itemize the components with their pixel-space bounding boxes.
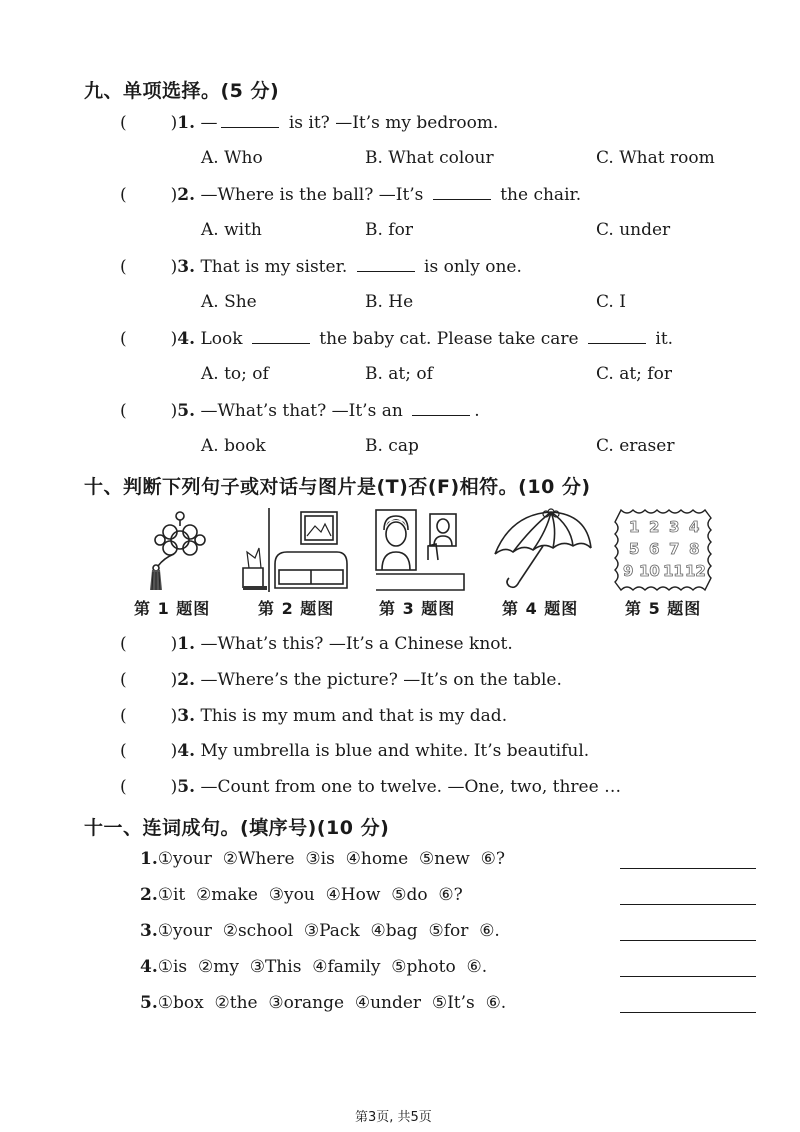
answer-paren-open[interactable]: ( [120,329,127,349]
card-number: 12 [685,562,706,580]
fill-blank[interactable] [433,184,491,200]
question-number: 3. [177,706,196,726]
question-text-post: . [474,401,480,421]
s9-q1-option-c[interactable]: C. What room [596,148,715,168]
card-number: 6 [649,540,660,558]
card-number: 3 [669,518,680,536]
word-list: ①it ②make ③you ④How ⑤do ⑥? [157,885,463,905]
s9-q5-option-c[interactable]: C. eraser [596,436,675,456]
question-text: —What’s this? —It’s a Chinese knot. [200,634,513,654]
s11-item-5 [140,993,506,1013]
question-number: 1. [177,634,196,654]
answer-paren-open[interactable]: ( [120,401,127,421]
chinese-knot-icon [134,508,214,592]
picture-caption-3: 第 3 题图 [379,599,456,618]
answer-paren-close: ) [170,257,178,277]
question-text-pre: — [200,113,218,133]
answer-paren-close: ) [170,113,178,133]
living-room-picture [241,508,351,592]
answer-paren-open[interactable]: ( [120,634,127,654]
s10-q2-row [120,670,562,690]
umbrella-picture [491,508,595,592]
answer-paren-close: ) [170,634,178,654]
s11-item-3 [140,921,500,941]
question-text-post: is it? —It’s my bedroom. [283,113,499,133]
question-number: 2. [177,670,196,690]
card-number: 7 [669,540,680,558]
question-number: 4. [177,329,196,349]
s9-q3-option-c[interactable]: C. I [596,292,626,312]
answer-paren-open[interactable]: ( [120,706,127,726]
answer-line-2[interactable] [620,904,756,905]
s9-q1-row [120,112,498,133]
numbers-card-icon [613,508,713,592]
item-number: 3. [140,921,158,941]
s10-q4-row [120,741,589,761]
section11-heading: 十一、连词成句。(填序号)(10 分) [84,817,390,839]
s9-q5-row [120,400,480,421]
card-number: 5 [629,540,640,558]
answer-paren-close: ) [170,706,178,726]
s9-q3-option-a[interactable]: A. She [201,292,257,312]
s9-q5-option-a[interactable]: A. book [201,436,266,456]
answer-paren-open[interactable]: ( [120,113,127,133]
question-text: This is my mum and that is my dad. [200,706,508,726]
question-number: 1. [177,113,196,133]
s9-q2-option-c[interactable]: C. under [596,220,671,240]
answer-line-3[interactable] [620,940,756,941]
s10-q3-row [120,706,507,726]
answer-line-5[interactable] [620,1012,756,1013]
question-text: —Count from one to twelve. —One, two, three … [200,777,622,797]
word-list: ①box ②the ③orange ④under ⑤It’s ⑥. [157,993,507,1013]
card-number: 4 [689,518,700,536]
numbers-card-picture [613,508,713,592]
question-text-pre: —What’s that? —It’s an [200,401,409,421]
question-text: —Where’s the picture? —It’s on the table. [200,670,562,690]
card-number: 8 [689,540,700,558]
question-text: My umbrella is blue and white. It’s beautiful. [200,741,590,761]
answer-paren-close: ) [170,401,178,421]
umbrella-icon [491,508,595,592]
answer-paren-close: ) [170,185,178,205]
question-number: 5. [177,777,196,797]
item-number: 2. [140,885,158,905]
answer-paren-close: ) [170,329,178,349]
sofa-and-picture-icon [241,508,351,592]
answer-line-4[interactable] [620,976,756,977]
question-text-post: is only one. [418,257,522,277]
question-text-post: it. [650,329,674,349]
picture-caption-4: 第 4 题图 [502,599,579,618]
fill-blank[interactable] [221,112,279,128]
card-number: 9 [623,562,634,580]
s11-item-1 [140,849,505,869]
s9-q3-row [120,256,522,277]
word-list: ①your ②school ③Pack ④bag ⑤for ⑥. [157,921,500,941]
fill-blank[interactable] [588,328,646,344]
section9-heading: 九、单项选择。(5 分) [84,80,280,102]
answer-paren-close: ) [170,741,178,761]
s11-item-2 [140,885,463,905]
question-text-mid: the baby cat. Please take care [313,329,584,349]
s9-q1-option-b[interactable]: B. What colour [365,148,494,168]
family-photo-icon [374,508,468,592]
question-number: 2. [177,185,196,205]
card-number: 11 [663,562,684,580]
answer-paren-close: ) [170,670,178,690]
question-text-pre: —Where is the ball? —It’s [200,185,429,205]
s9-q2-option-a[interactable]: A. with [201,220,262,240]
item-number: 1. [140,849,158,869]
s9-q4-option-b[interactable]: B. at; of [365,364,433,384]
s10-q5-row [120,777,621,797]
word-list: ①your ②Where ③is ④home ⑤new ⑥? [157,849,506,869]
answer-paren-open[interactable]: ( [120,257,127,277]
fill-blank[interactable] [412,400,470,416]
picture-caption-2: 第 2 题图 [258,599,335,618]
question-number: 3. [177,257,196,277]
item-number: 4. [140,957,158,977]
card-number: 10 [639,562,660,580]
word-list: ①is ②my ③This ④family ⑤photo ⑥. [157,957,488,977]
s9-q5-option-b[interactable]: B. cap [365,436,419,456]
card-number: 1 [629,518,640,536]
s9-q4-option-c[interactable]: C. at; for [596,364,672,384]
question-text-pre: Look [200,329,248,349]
question-number: 5. [177,401,196,421]
s9-q3-option-b[interactable]: B. He [365,292,414,312]
s9-q2-option-b[interactable]: B. for [365,220,413,240]
s11-item-4 [140,957,487,977]
s9-q2-row [120,184,581,205]
s10-q1-row [120,634,513,654]
question-number: 4. [177,741,196,761]
picture-caption-5: 第 5 题图 [625,599,702,618]
section10-heading: 十、判断下列句子或对话与图片是(T)否(F)相符。(10 分) [84,476,591,498]
s9-q4-row [120,328,673,349]
answer-paren-open[interactable]: ( [120,670,127,690]
fill-blank[interactable] [357,256,415,272]
boy-photo-picture [374,508,468,592]
question-text-post: the chair. [494,185,582,205]
question-text-pre: That is my sister. [200,257,353,277]
answer-line-1[interactable] [620,868,756,869]
s9-q1-option-a[interactable]: A. Who [201,148,263,168]
card-number: 2 [649,518,660,536]
item-number: 5. [140,993,158,1013]
page-number: 第3页, 共5页 [355,1110,432,1125]
answer-paren-open[interactable]: ( [120,185,127,205]
answer-paren-open[interactable]: ( [120,777,127,797]
fill-blank[interactable] [252,328,310,344]
picture-caption-1: 第 1 题图 [134,599,211,618]
chinese-knot-picture [134,508,214,592]
s9-q4-option-a[interactable]: A. to; of [201,364,269,384]
answer-paren-open[interactable]: ( [120,741,127,761]
answer-paren-close: ) [170,777,178,797]
